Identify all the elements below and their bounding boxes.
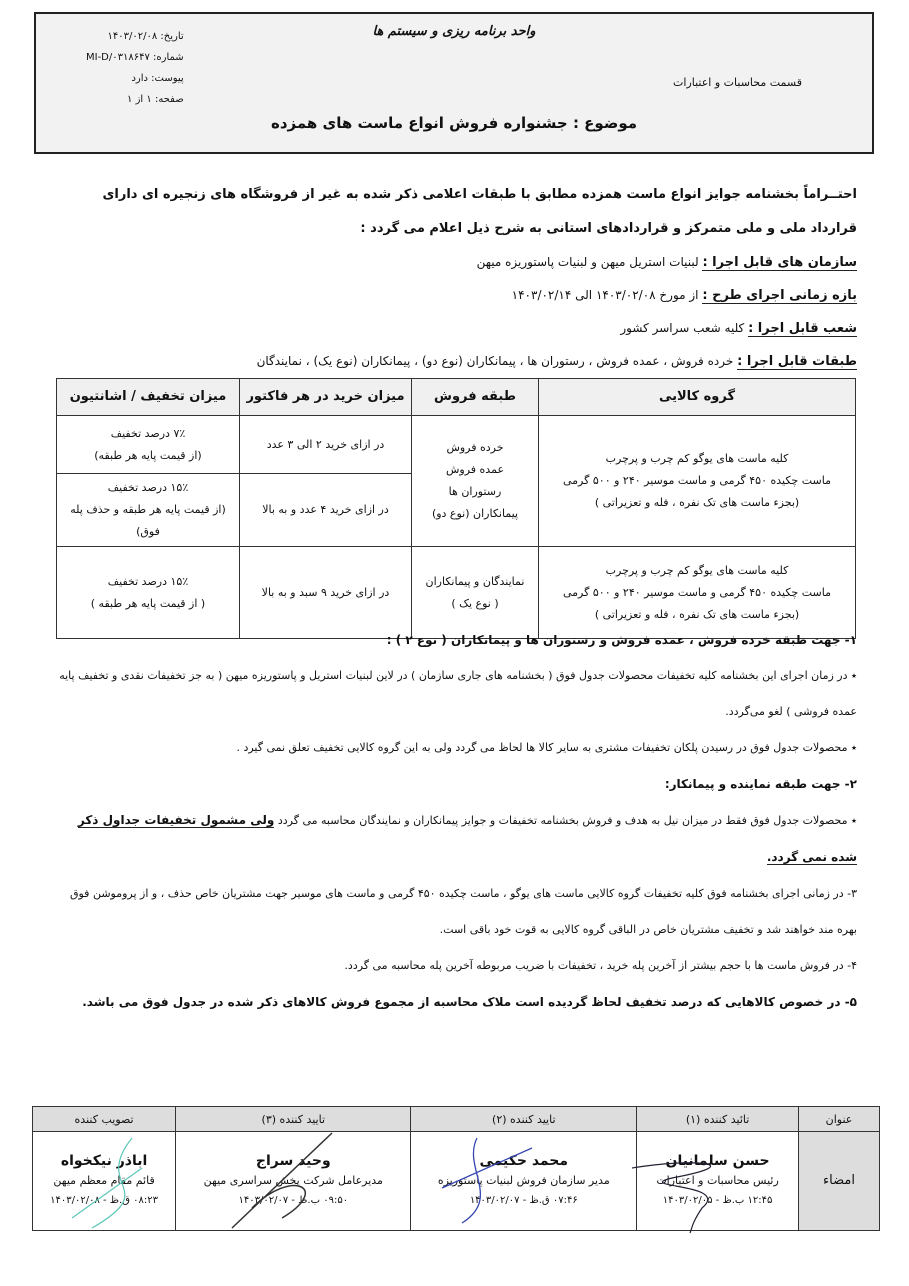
- text-line: ۱۵٪ درصد تخفیف: [107, 481, 189, 494]
- info-value: از مورخ ۱۴۰۳/۰۲/۰۸ الی ۱۴۰۳/۰۲/۱۴: [511, 288, 703, 302]
- discount-cell: [57, 474, 240, 547]
- col-header: میزان خرید در هر فاکتور: [240, 379, 412, 416]
- info-label: طبقات قابل اجرا :: [737, 354, 857, 369]
- info-label: سازمان های قابل اجرا :: [702, 255, 857, 270]
- letter-meta: [86, 26, 184, 110]
- note-paragraph: ٭ در زمان اجرای این بخشنامه کلیه تخفیفات محصولات جدول فوق ( بخشنامه های جاری سازمان ) در لاین لبنیات استریل و پاستوریزه میهن ( به جز تخفیفات نقدی و تخفیف پایه عمده فروشی ) لغو می‌گردد.: [59, 669, 857, 718]
- info-row: [55, 312, 857, 345]
- text-line: (بجزء ماست های تک نفره ، فله و تعزیراتی ): [594, 607, 800, 621]
- text-line: نمایندگان و پیمانکاران: [425, 574, 525, 588]
- info-row: [55, 246, 857, 279]
- text-line: ۷٪ درصد تخفیف: [110, 426, 186, 440]
- signer-role: مدیرعامل شرکت پخش سراسری میهن: [203, 1174, 383, 1187]
- signature-cell: [33, 1132, 176, 1231]
- col-header: عنوان: [799, 1107, 880, 1132]
- letter-number: شماره: MI-D/۰۳۱۸۶۴۷: [86, 52, 184, 63]
- signer-name: محمد حکیمی: [479, 1153, 569, 1169]
- info-value: لبنیات استریل میهن و لبنیات پاستوریزه میهن: [476, 255, 703, 269]
- col-header: تایید کننده (۳): [176, 1107, 411, 1132]
- col-header: گروه کالایی: [539, 379, 856, 416]
- letter-attachment: پیوست: دارد: [131, 73, 184, 84]
- signed-at: ۰۸:۲۳ ق.ظ - ۱۴۰۳/۰۲/۰۸: [50, 1195, 159, 1206]
- note-heading: ۲- جهت طبقه نماینده و پیمانکار:: [664, 777, 857, 791]
- col-header: تصویب کننده: [33, 1107, 176, 1132]
- row-label: امضاء: [799, 1132, 880, 1231]
- text-line: کلیه ماست های یوگو کم چرب و پرچرب: [605, 452, 789, 465]
- note-paragraph: ۴- در فروش ماست ها با حجم بیشتر از آخرین پله خرید ، تخفیفات با ضریب مربوطه آخرین پله محاسبه می گردد.: [344, 959, 857, 972]
- text-line: ۱۵٪ درصد تخفیف: [107, 574, 189, 588]
- signed-at: ۰۷:۴۶ ق.ظ - ۱۴۰۳/۰۲/۰۷: [469, 1195, 578, 1206]
- letter-date: تاریخ: ۱۴۰۳/۰۲/۰۸: [107, 31, 184, 42]
- text-line: پیمانکاران (نوع دو): [431, 507, 519, 520]
- purchase-cell: در ازای خرید ۴ عدد و به بالا: [240, 474, 412, 547]
- info-row: [55, 279, 857, 312]
- note-heading: ۱- جهت طبقه خرده فروش ، عمده فروش و رستوران ها و پیمانکاران ( نوع ۲ ) :: [386, 633, 857, 647]
- note-paragraph: ۵- در خصوص کالاهایی که درصد تخفیف لحاظ گردیده است ملاک محاسبه از مجموع فروش کالاهای ذکر شده در جدول فوق می باشد.: [82, 995, 857, 1009]
- col-header: میزان تخفیف / اشانتیون: [57, 379, 240, 416]
- signer-role: مدیر سازمان فروش لبنیات پاستوریزه: [437, 1174, 610, 1187]
- info-label: شعب قابل اجرا :: [748, 321, 857, 336]
- purchase-cell: در ازای خرید ۹ سبد و به بالا: [240, 547, 412, 639]
- note-text: ٭ محصولات جدول فوق فقط در میزان نیل به هدف و فروش بخشنامه تخفیفات و جوایز پیمانکاران و نمایندگان محاسبه می گردد: [274, 814, 857, 827]
- letter-subject: موضوع : جشنواره فروش انواع ماست های همزده: [270, 114, 638, 132]
- text-line: عمده فروش: [445, 463, 505, 476]
- letter-body: [55, 178, 857, 378]
- text-line: ماست چکیده ۴۵۰ گرمی و ماست موسیر ۲۴۰ و ۵۰۰ گرمی: [563, 585, 831, 599]
- note-emphasis: ولی مشمول تخفیفات جداول ذکر شده نمی گردد.: [77, 813, 857, 864]
- info-row: [55, 345, 857, 378]
- signature-cell: [411, 1132, 637, 1231]
- unit-title: واحد برنامه ریزی و سیستم ها: [372, 24, 536, 39]
- signer-role: قائم مقام معظم میهن: [53, 1174, 155, 1187]
- col-header: تائید کننده (۱): [637, 1107, 799, 1132]
- signature-cell: [637, 1132, 799, 1231]
- signature-cell: [176, 1132, 411, 1231]
- col-header: تایید کننده (۲): [411, 1107, 637, 1132]
- signer-name: حسن سلمانیان: [665, 1153, 770, 1169]
- text-line: ( نوع یک ): [451, 596, 499, 610]
- text-line: (بجزء ماست های تک نفره ، فله و تعزیراتی ): [594, 496, 800, 509]
- note-paragraph: ۳- در زمانی اجرای بخشنامه فوق کلیه تخفیفات گروه کالایی ماست های یوگو ، ماست چکیده ۴۵۰ گرمی و ماست های موسیر جهت مشتریان خاص حذف ، و از پروموشن فوق بهره مند خواهند شد و تخفیف مشتریان خاص در الباقی گروه کالایی به قوت خود باقی است.: [69, 887, 857, 936]
- signer-name: اباذر نیکخواه: [60, 1153, 148, 1169]
- text-line: کلیه ماست های یوگو کم چرب و پرچرب: [605, 563, 789, 577]
- info-value: خرده فروش ، عمده فروش ، رستوران ها ، پیمانکاران (نوع دو) ، پیمانکاران (نوع یک) ، نمایندگان: [256, 354, 738, 368]
- col-header: طبقه فروش: [412, 379, 539, 416]
- text-line: خرده فروش: [446, 441, 504, 454]
- signature-table: [32, 1106, 880, 1231]
- sales-class-cell: [412, 416, 539, 547]
- signer-name: وحید سراج: [255, 1153, 331, 1169]
- letter-page: صفحه: ۱ از ۱: [127, 94, 184, 105]
- signed-at: ۱۲:۴۵ ب.ظ - ۱۴۰۳/۰۲/۰۵: [662, 1195, 773, 1206]
- notes-section: [55, 622, 857, 1020]
- text-line: ماست چکیده ۴۵۰ گرمی و ماست موسیر ۲۴۰ و ۵۰۰ گرمی: [563, 474, 831, 487]
- info-label: بازه زمانی اجرای طرح :: [702, 288, 857, 303]
- department: قسمت محاسبات و اعتبارات: [673, 76, 802, 89]
- signed-at: ۰۹:۵۰ ب.ظ - ۱۴۰۳/۰۲/۰۷: [238, 1195, 349, 1206]
- text-line: (از قیمت پایه هر طبقه): [94, 448, 202, 462]
- letter-header: [34, 12, 874, 154]
- purchase-cell: در ازای خرید ۲ الی ۳ عدد: [240, 416, 412, 474]
- signer-role: رئیس محاسبات و اعتبارات: [656, 1174, 779, 1187]
- text-line: (از قیمت پایه هر طبقه و حذف پله فوق): [70, 503, 226, 538]
- info-value: کلیه شعب سراسر کشور: [620, 321, 749, 335]
- intro-paragraph: احتــراماً بخشنامه جوایز انواع ماست همزده مطابق با طبقات اعلامی ذکر شده به غیر از فروشگاه های زنجیره ای دارای قرارداد ملی و ملی متمرکز و قراردادهای استانی به شرح ذیل اعلام می گردد :: [102, 187, 857, 236]
- note-paragraph: [55, 802, 857, 876]
- text-line: ( از قیمت پایه هر طبقه ): [90, 596, 206, 610]
- text-line: رستوران ها: [448, 485, 502, 498]
- product-group-cell: [539, 416, 856, 547]
- discount-table: [56, 378, 856, 639]
- discount-cell: [57, 416, 240, 474]
- note-paragraph: ٭ محصولات جدول فوق در رسیدن پلکان تخفیفات مشتری به سایر کالا ها لحاظ می گردد ولی به این گروه کالایی تخفیف تعلق نمی گیرد .: [236, 741, 857, 754]
